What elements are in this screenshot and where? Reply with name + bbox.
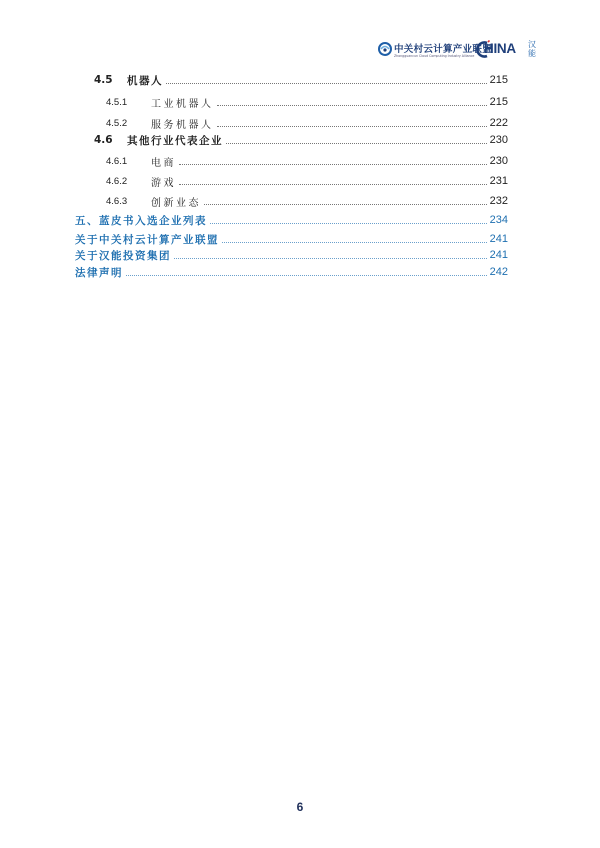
logo-cn-text: 中关村云计算产业联盟 [394, 44, 493, 55]
page-number: 6 [296, 800, 304, 814]
toc-entry-page: 232 [489, 195, 508, 207]
toc-entry[interactable] [94, 133, 508, 147]
china-hanergy-logo [475, 40, 545, 64]
toc-entry-title: 创新业态 [151, 197, 201, 209]
toc-entry[interactable] [106, 174, 508, 188]
toc-entry-title: 法律声明 [75, 266, 123, 279]
toc-entry-number: 4.6.1 [106, 155, 128, 167]
toc-leader-dots [210, 223, 487, 224]
toc-entry-page: 230 [489, 155, 508, 167]
toc-leader-dots [226, 143, 487, 144]
toc-entry[interactable] [106, 116, 508, 130]
toc-entry-title: 机器人 [127, 74, 163, 87]
toc-entry-title: 服务机器人 [151, 119, 214, 131]
toc-entry[interactable] [75, 213, 508, 227]
toc-entry-page: 215 [489, 74, 508, 86]
toc-entry-page: 231 [489, 175, 508, 187]
toc-entry-number: 4.6 [94, 134, 113, 146]
toc-leader-dots [174, 258, 487, 259]
toc-entry-title: 其他行业代表企业 [127, 134, 223, 147]
toc-entry-number: 4.6.2 [106, 175, 128, 187]
toc-entry-number: 4.5 [94, 74, 113, 86]
toc-entry-page: 215 [489, 96, 508, 108]
toc-leader-dots [179, 184, 487, 185]
toc-entry-page: 222 [489, 117, 508, 129]
toc-entry-title: 关于中关村云计算产业联盟 [75, 233, 219, 246]
toc-entry[interactable] [106, 194, 508, 208]
zgc-alliance-logo [378, 40, 493, 64]
toc-leader-dots [217, 105, 487, 106]
toc-entry[interactable] [75, 265, 508, 279]
toc-entry-page: 241 [489, 233, 508, 245]
toc-entry-number: 4.5.2 [106, 117, 128, 129]
toc-entry-number: 4.5.1 [106, 96, 128, 108]
toc-leader-dots [222, 242, 487, 243]
toc-entry[interactable] [106, 95, 508, 109]
toc-leader-dots [166, 83, 487, 84]
toc-entry-title: 五、蓝皮书入选企业列表 [75, 214, 207, 227]
toc-entry-title: 工业机器人 [151, 98, 214, 110]
logo-word: HINA [484, 41, 516, 56]
toc-entry[interactable] [94, 73, 508, 87]
toc-entry-page: 234 [489, 214, 508, 226]
toc-entry[interactable] [106, 154, 508, 168]
toc-leader-dots [179, 164, 487, 165]
toc-leader-dots [217, 126, 487, 127]
toc-entry-title: 关于汉能投资集团 [75, 249, 171, 262]
toc-entry-title: 游戏 [151, 177, 176, 189]
toc-entry[interactable] [75, 248, 508, 262]
toc-entry-title: 电商 [151, 157, 176, 169]
swirl-logo-icon [378, 42, 392, 56]
toc-entry-number: 4.6.3 [106, 195, 128, 207]
toc-leader-dots [204, 204, 487, 205]
toc-entry-page: 242 [489, 266, 508, 278]
toc-entry-page: 241 [489, 249, 508, 261]
logo-en-text: Zhongguancun Cloud Computing Industry Alliance [394, 54, 475, 58]
toc-entry-page: 230 [489, 134, 508, 146]
logo-vertical-text: 汉能 [528, 40, 536, 58]
toc-entry[interactable] [75, 232, 508, 246]
toc-leader-dots [126, 275, 487, 276]
page-header [378, 40, 548, 64]
